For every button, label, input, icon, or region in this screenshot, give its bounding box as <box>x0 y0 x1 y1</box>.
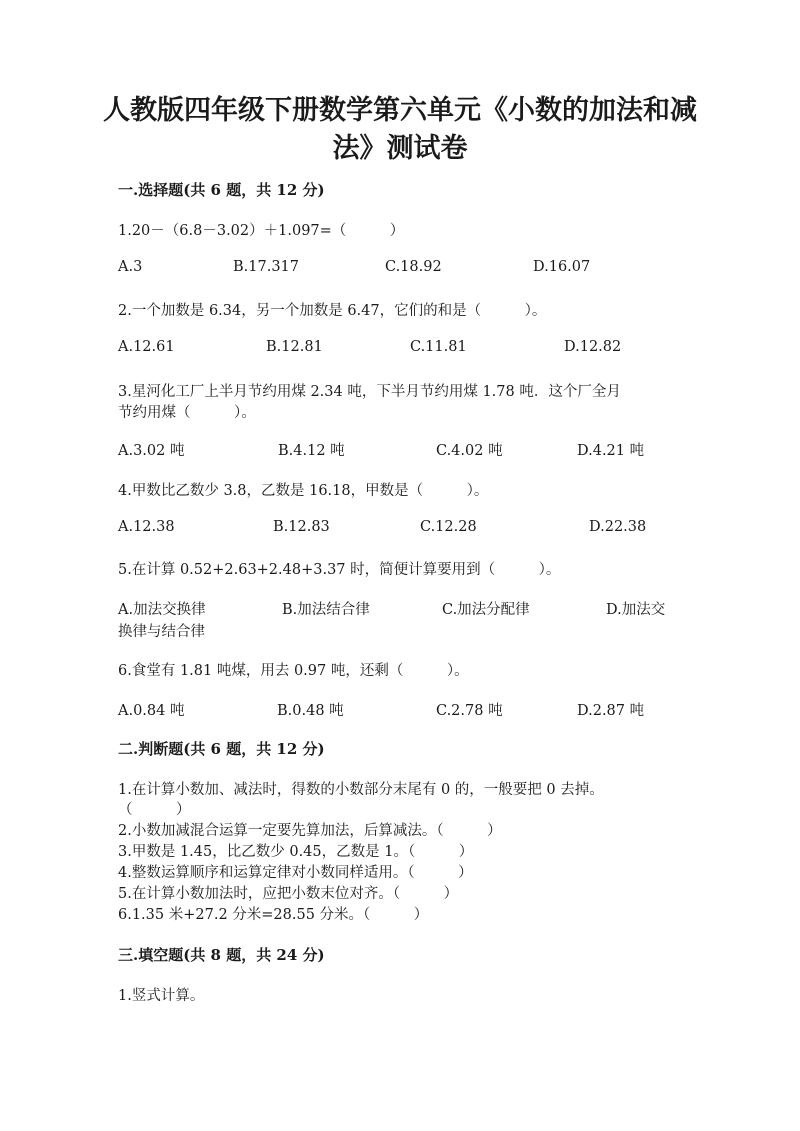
section-heading-judgement: 二.判断题(共 6 题，共 12 分) <box>118 740 325 758</box>
question-text: 1.竖式计算。 <box>118 988 205 1004</box>
option-a: A.12.38 <box>118 519 175 535</box>
option-c: C.11.81 <box>410 339 467 355</box>
option-a: A.3.02 吨 <box>118 443 185 459</box>
option-c: C.18.92 <box>385 259 442 275</box>
option-d-continued: 换律与结合律 <box>118 624 205 640</box>
option-b: B.12.81 <box>266 339 323 355</box>
section-heading-fill-blank: 三.填空题(共 8 题，共 24 分) <box>118 946 325 964</box>
option-d: D.16.07 <box>533 259 591 275</box>
option-d: D.12.82 <box>564 339 622 355</box>
option-d: D.4.21 吨 <box>577 443 645 459</box>
question-text: 2.一个加数是 6.34，另一个加数是 6.47，它们的和是（ ）。 <box>118 303 547 319</box>
option-b: B.加法结合律 <box>282 602 370 618</box>
question-text: 1.20－（6.8－3.02）＋1.097=（ ） <box>118 223 405 239</box>
judgement-item: 3.甲数是 1.45，比乙数少 0.45，乙数是 1。（ ） <box>118 844 474 860</box>
page-title <box>100 92 700 168</box>
question-text: 3.星河化工厂上半月节约用煤 2.34 吨，下半月节约用煤 1.78 吨．这个厂全月 <box>118 384 621 400</box>
option-b: B.12.83 <box>273 519 330 535</box>
option-d: D.22.38 <box>589 519 647 535</box>
option-a: A.12.61 <box>118 339 175 355</box>
judgement-item: 5.在计算小数加法时，应把小数末位对齐。（ ） <box>118 886 459 902</box>
option-c: C.加法分配律 <box>442 602 530 618</box>
judgement-item-continued: （ ） <box>118 802 191 818</box>
question-text: 6.食堂有 1.81 吨煤，用去 0.97 吨，还剩（ ）。 <box>118 663 469 679</box>
option-a: A.3 <box>118 259 143 275</box>
title-line-2: 法》测试卷 <box>332 133 468 164</box>
judgement-item: 6.1.35 米+27.2 分米=28.55 分米。（ ） <box>118 907 429 923</box>
option-c: C.2.78 吨 <box>436 703 503 719</box>
judgement-item: 1.在计算小数加、减法时，得数的小数部分末尾有 0 的，一般要把 0 去掉。 <box>118 782 604 798</box>
question-text: 4.甲数比乙数少 3.8，乙数是 16.18，甲数是（ ）。 <box>118 483 489 499</box>
question-text-continued: 节约用煤（ ）。 <box>118 405 256 421</box>
option-b: B.17.317 <box>233 259 300 275</box>
option-c: C.4.02 吨 <box>436 443 503 459</box>
title-line-1: 人教版四年级下册数学第六单元《小数的加法和减 <box>103 95 697 126</box>
judgement-item: 4.整数运算顺序和运算定律对小数同样适用。（ ） <box>118 865 473 881</box>
option-d: D.加法交 <box>606 602 666 618</box>
option-a: A.0.84 吨 <box>118 703 185 719</box>
judgement-item: 2.小数加减混合运算一定要先算加法，后算减法。（ ） <box>118 823 502 839</box>
option-c: C.12.28 <box>420 519 477 535</box>
question-text: 5.在计算 0.52+2.63+2.48+3.37 时，简便计算要用到（ ）。 <box>118 562 561 578</box>
option-b: B.4.12 吨 <box>278 443 345 459</box>
section-heading-choice: 一.选择题(共 6 题，共 12 分) <box>118 181 325 199</box>
option-d: D.2.87 吨 <box>577 703 645 719</box>
option-a: A.加法交换律 <box>118 602 206 618</box>
option-b: B.0.48 吨 <box>277 703 344 719</box>
